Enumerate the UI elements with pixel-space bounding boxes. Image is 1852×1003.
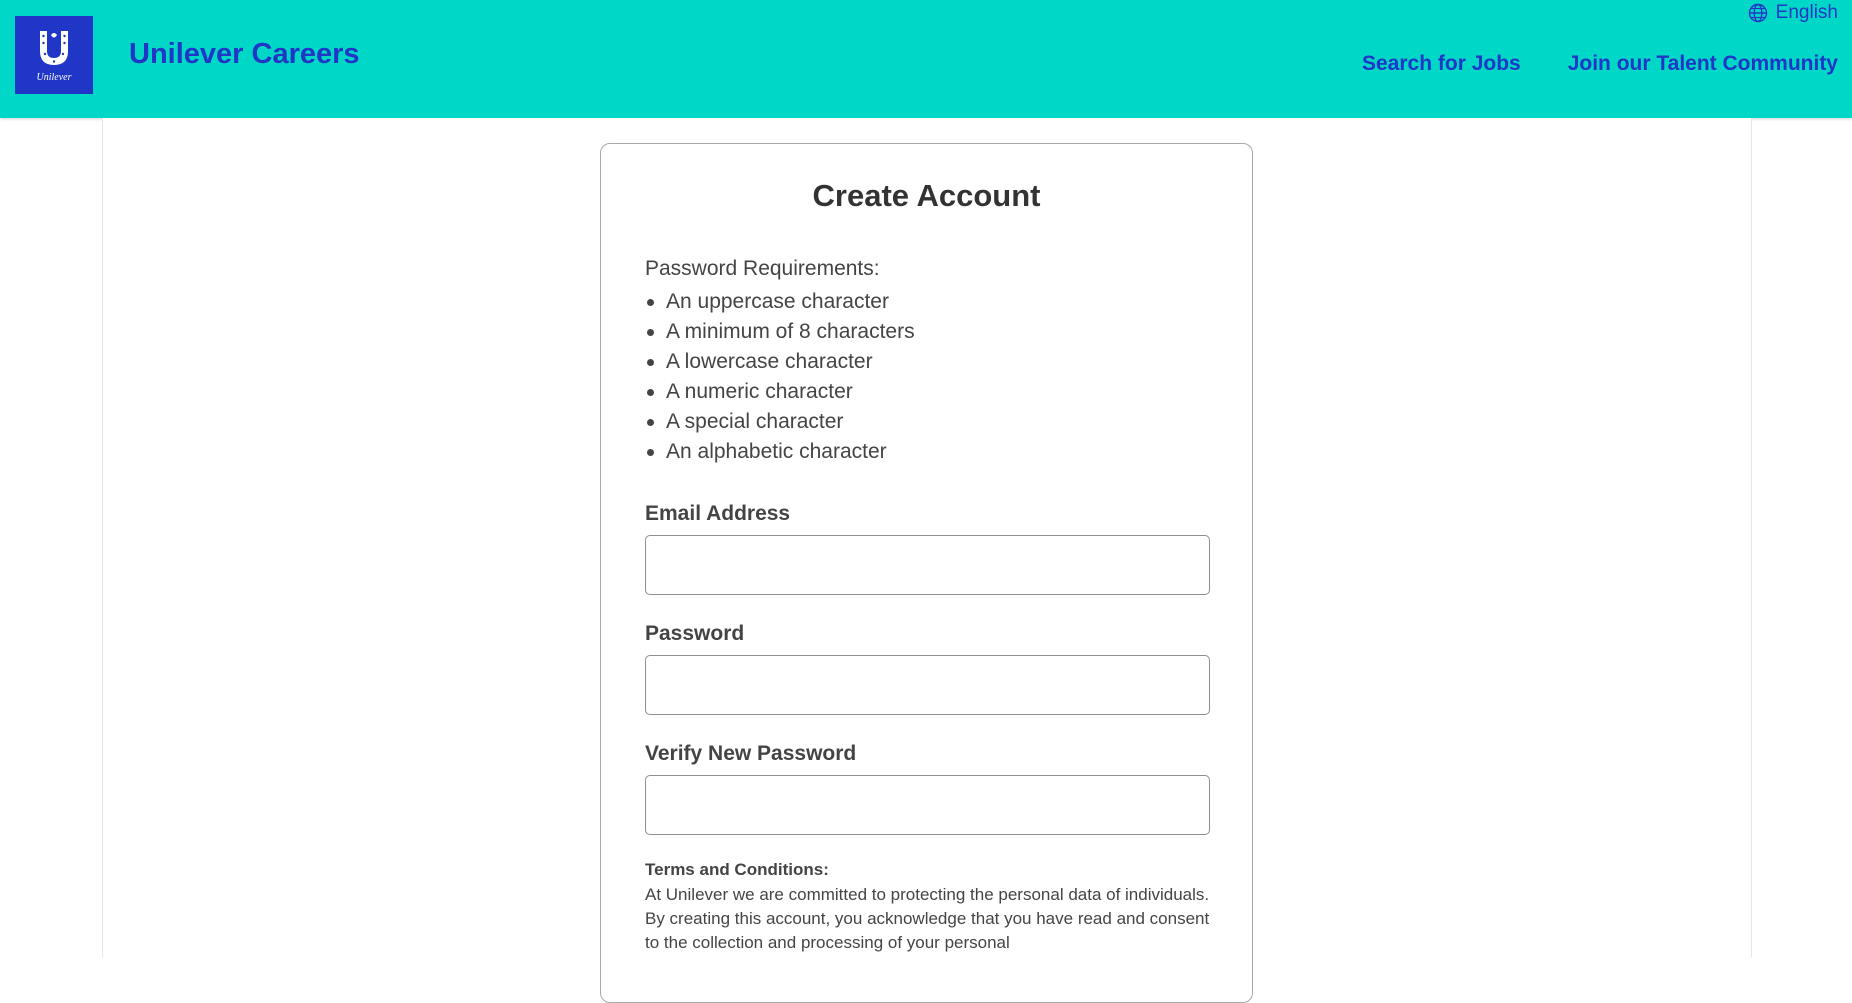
email-label: Email Address [645, 502, 791, 525]
requirement-item: A minimum of 8 characters [645, 317, 915, 347]
site-header [0, 0, 1852, 118]
nav-search-jobs[interactable]: Search for Jobs [1362, 52, 1521, 75]
terms-heading: Terms and Conditions: [645, 860, 829, 879]
globe-icon [1748, 3, 1768, 23]
verify-password-input[interactable] [645, 775, 1210, 835]
terms-body: At Unilever we are committed to protecting the personal data of individuals. By creating this account, you acknowledge that you have read and consent to the collection and processing of your personal [645, 885, 1210, 952]
unilever-u-icon [34, 27, 74, 71]
requirement-item: A special character [645, 407, 915, 437]
page-title: Create Account [812, 178, 1041, 213]
requirement-item: A lowercase character [645, 347, 915, 377]
password-requirements-heading: Password Requirements: [645, 257, 880, 280]
site-title[interactable]: Unilever Careers [129, 38, 360, 70]
requirement-item: An uppercase character [645, 287, 915, 317]
language-selector[interactable] [1748, 2, 1838, 24]
requirement-item: A numeric character [645, 377, 915, 407]
create-account-card [600, 143, 1253, 1003]
language-label: English [1775, 2, 1838, 23]
verify-password-label: Verify New Password [645, 742, 857, 765]
email-input[interactable] [645, 535, 1210, 595]
password-requirements-list [645, 287, 915, 467]
password-input[interactable] [645, 655, 1210, 715]
requirement-item: An alphabetic character [645, 437, 915, 467]
unilever-logo[interactable] [15, 16, 93, 94]
nav-join-talent-community[interactable]: Join our Talent Community [1567, 52, 1838, 75]
password-label: Password [645, 622, 745, 645]
logo-wordmark: Unilever [36, 72, 72, 83]
